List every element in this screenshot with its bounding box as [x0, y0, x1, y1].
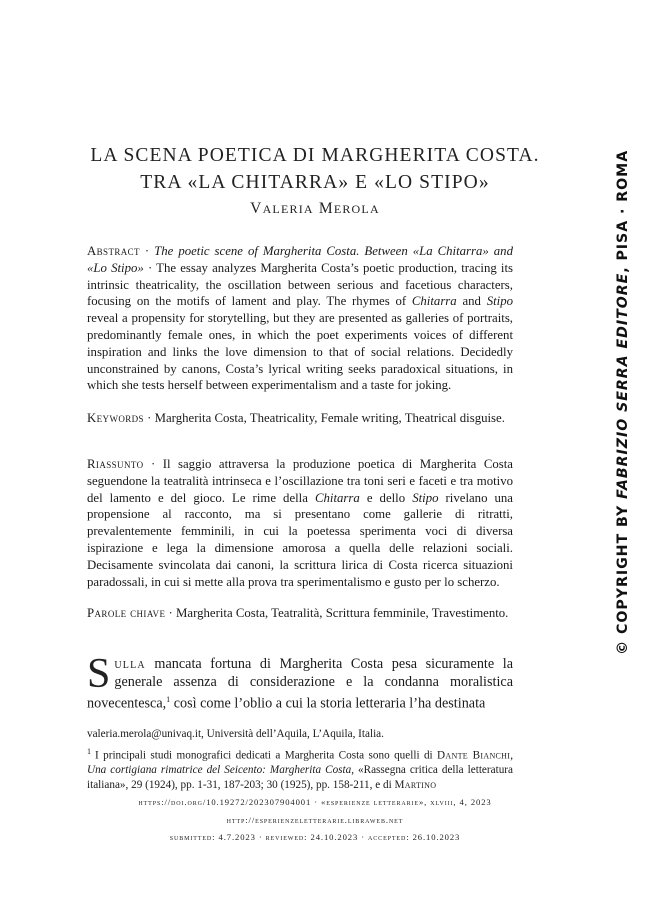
- abstract-italic-stipo: Stipo: [486, 294, 513, 309]
- footnote-1-text-3: , «Rassegna critica della letteratura italiana», 29 (1924), pp. 1-31, 187-203; 30 (1925), pp. 158-211, e di: [87, 764, 513, 792]
- abstract-english-title: The poetic scene of Margherita Costa. Between «La Chitarra» and «Lo Stipo»: [87, 244, 513, 275]
- affiliation-note: valeria.merola@univaq.it, Università dell’Aquila, L’Aquila, Italia.: [87, 728, 384, 740]
- author-first-rest: ALERIA: [262, 202, 314, 216]
- author-last-initial: M: [318, 200, 334, 217]
- riassunto-label: Riassunto: [87, 457, 144, 471]
- parole-separator: ·: [165, 606, 177, 620]
- footnote-1-text-1: I principali studi monografici dedicati a Margherita Costa sono quelli di: [95, 749, 438, 762]
- abstract-separator: ·: [139, 244, 155, 258]
- author-last-rest: EROLA: [333, 202, 380, 216]
- footnote-ref-1[interactable]: 1: [166, 695, 171, 704]
- body-text-2: così come l’oblio a cui la storia letteraria l’ha destinata: [170, 695, 486, 712]
- footnotes: [87, 727, 513, 796]
- keywords-paragraph: [87, 410, 513, 427]
- footnote-1-author-2: Martino: [394, 779, 437, 792]
- abstract-text-1: The essay analyzes Margherita Costa’s poetic production, tracing its intrinsic theatricality, the oscillation between serious and facetious characters, focusing on the motifs of lament and play. The rhymes of: [87, 260, 514, 309]
- abstract-paragraph: [87, 243, 513, 394]
- abstract-separator-2: ·: [143, 260, 157, 275]
- abstract-text-2: and: [456, 294, 487, 309]
- copyright-pre: © COPYRIGHT BY: [615, 498, 631, 655]
- abstract-text-3: reveal a propensity for storytelling, but they are presented as galleries of portraits, predominantly female ones, in which the poet experiments voices of different inspiration and links the love dimension to that of social relations. Decidedly unconstrained by canons, Costa’s lyrical writing seeks paradoxical situations, in which she tests herself between experimentalism and a taste for joking.: [87, 311, 513, 393]
- title-line-1: LA SCENA POETICA DI MARGHERITA COSTA.: [90, 145, 540, 166]
- riassunto-text-2: e dello: [359, 490, 413, 505]
- parole-chiave-label: Parole chiave: [87, 606, 166, 620]
- riassunto-separator: ·: [143, 457, 163, 471]
- title-line-2: TRA «LA CHITARRA» E «LO STIPO»: [140, 172, 490, 193]
- article-title: [60, 142, 570, 196]
- doi-line[interactable]: https://doi.org/10.19272/202307904001 · «esperienze letterarie», xlviii, 4, 2023: [138, 797, 492, 807]
- footnote-1-title: Una cortigiana rimatrice del Seicento: Margherita Costa: [87, 764, 352, 777]
- copyright-vertical-notice: [615, 150, 631, 655]
- keywords-text: Margherita Costa, Theatricality, Female writing, Theatrical disguise.: [154, 411, 505, 425]
- riassunto-text-3: rivelano una propensione al racconto, ma si presentano come gallerie di ritratti, prevalentemente femminili, in cui la poetessa sperimenta voci di diversa ispirazione e lega la dimensione amorosa a quella delle relazioni sociali. Decisamente svincolata dai canoni, la scrittura lirica di Costa ricerca situazioni paradossali, in cui si mette alla prova tra sperimentalismo e gusto per lo scherzo.: [87, 490, 513, 589]
- body-text-1: mancata fortuna di Margherita Costa pesa sicuramente la generale assenza di considerazione e la condanna moralistica novecentesca,: [87, 656, 513, 712]
- copyright-post: , PISA · ROMA: [615, 149, 631, 273]
- body-paragraph: [87, 651, 513, 713]
- footnote-1: [87, 745, 513, 793]
- abstract-italic-chitarra: Chitarra: [411, 294, 457, 309]
- author-first-initial: V: [250, 200, 263, 217]
- drop-cap: S: [87, 651, 111, 697]
- submission-dates-line: submitted: 4.7.2023 · reviewed: 24.10.2023 · accepted: 26.10.2023: [169, 832, 461, 842]
- keywords-label: Keywords: [87, 411, 144, 425]
- parole-chiave-paragraph: [87, 605, 513, 622]
- footnote-1-number: 1: [87, 746, 91, 756]
- riassunto-italic-stipo: Stipo: [412, 490, 439, 505]
- keywords-separator: ·: [143, 411, 155, 425]
- copyright-publisher: FABRIZIO SERRA EDITORE: [615, 272, 631, 499]
- footnote-1-text-2: ,: [510, 749, 514, 762]
- opening-small-caps: ulla: [114, 656, 146, 672]
- parole-chiave-text: Margherita Costa, Teatralità, Scrittura femminile, Travestimento.: [176, 606, 509, 620]
- abstract-label: Abstract: [87, 244, 140, 258]
- journal-url-line[interactable]: http://esperienzeletterarie.libraweb.net: [226, 815, 404, 825]
- footnote-1-author: Dante Bianchi: [437, 749, 511, 762]
- riassunto-italic-chitarra: Chitarra: [314, 490, 360, 505]
- author-name: [60, 200, 570, 218]
- riassunto-paragraph: [87, 456, 513, 590]
- riassunto-text-1: Il saggio attraversa la produzione poetica di Margherita Costa seguendone la teatralità intrinseca e l’oscillazione tra toni seri e faceti e tra motivo del lamento e del gioco. Le rime della: [87, 457, 513, 505]
